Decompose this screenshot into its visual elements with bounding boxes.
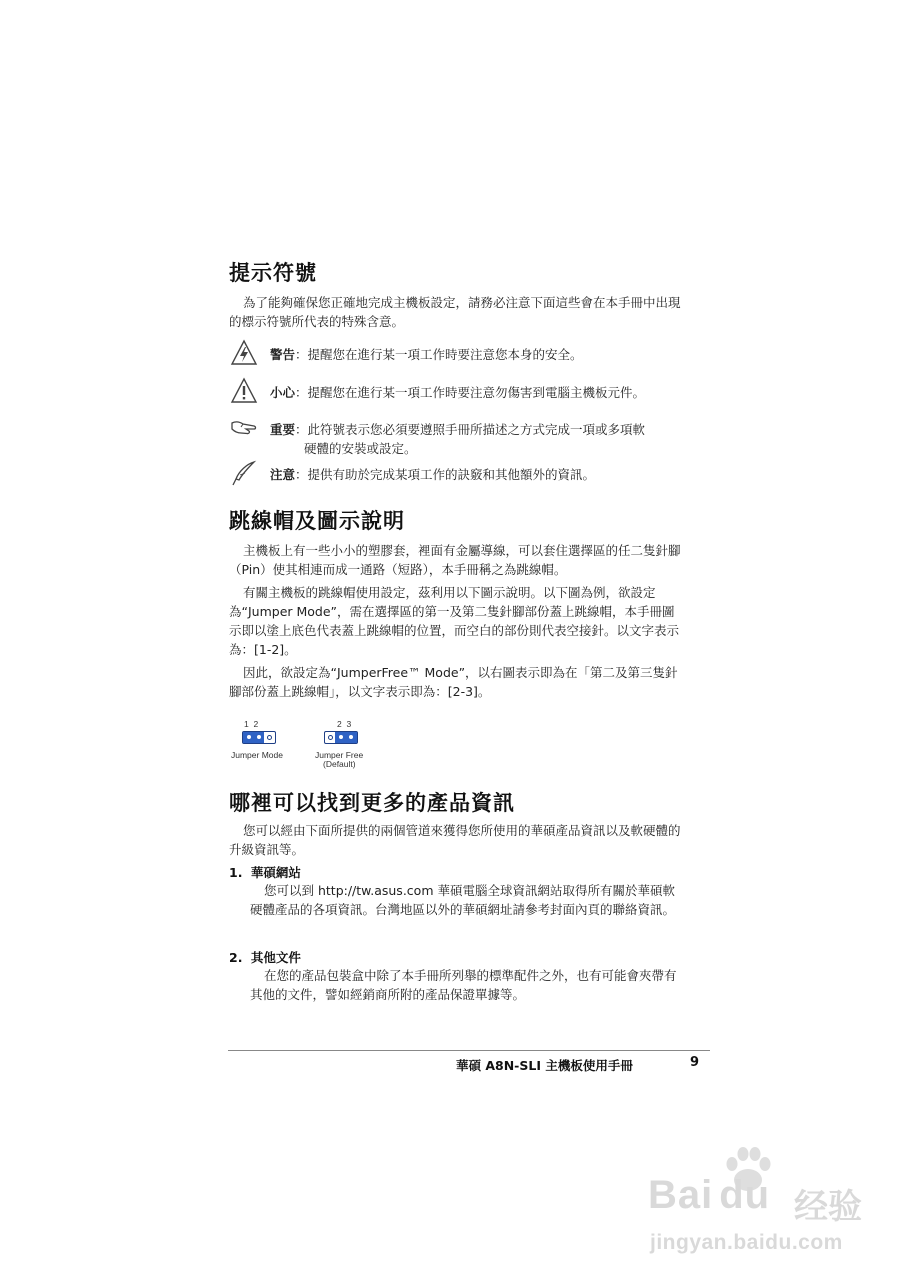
- pen-note-icon: [230, 459, 258, 487]
- jumpers-paragraph-2: 有關主機板的跳線帽使用設定，茲利用以下圖示說明。以下圖為例，欲設定為“Jumper Mode”，需在選擇區的第一及第二隻針腳部份蓋上跳線帽，本手冊圖示即以塗上底色代表蓋上跳線帽的位置，而空白的部份則代表空接針。以文字表示為：[1-2]。: [229, 585, 680, 657]
- jumpers-paragraph-1: 主機板上有一些小小的塑膠套，裡面有金屬導線，可以套住選擇區的任二隻針腳（Pin）使其相連而成一通路（短路），本手冊稱之為跳線帽。: [229, 543, 681, 577]
- pin-2: [339, 735, 343, 739]
- section-title-more-info: 哪裡可以找到更多的產品資訊: [229, 791, 515, 815]
- list-title: 華碩網站: [250, 865, 301, 880]
- note-text-cont: 硬體的安裝或設定。: [304, 441, 417, 456]
- more-info-intro: 您可以經由下面所提供的兩個管道來獲得您所使用的華碩產品資訊以及軟硬體的升級資訊等。: [229, 823, 681, 857]
- watermark-brand-cn: 经验: [794, 1188, 862, 1226]
- jumper-mode-pin-numbers: 1 2: [244, 719, 259, 729]
- pin-1: [328, 735, 333, 740]
- jumper-free-caption: Jumper Free: [315, 750, 364, 760]
- note-text: ：提醒您在進行某一項工作時要注意您本身的安全。: [295, 347, 583, 362]
- list-item-1-heading: [229, 863, 301, 881]
- pin-2: [257, 735, 261, 739]
- jumper-free-default: (Default): [323, 759, 356, 769]
- baidu-watermark: [648, 1165, 898, 1275]
- footer-title: 華碩 A8N-SLI 主機板使用手冊: [456, 1058, 633, 1073]
- note-label: 小心: [270, 385, 296, 400]
- pin-3: [267, 735, 272, 740]
- note-text: ：提供有助於完成某項工作的訣竅和其他額外的資訊。: [295, 467, 596, 482]
- list-num: 2.: [229, 950, 243, 965]
- note-label: 重要: [270, 422, 296, 437]
- footer-divider: [228, 1050, 710, 1051]
- caution-exclamation-icon: [230, 377, 258, 405]
- list-title: 其他文件: [250, 950, 301, 965]
- section-title-symbols: 提示符號: [229, 261, 317, 285]
- watermark-url: jingyan.baidu.com: [650, 1231, 843, 1254]
- watermark-brand-right: du: [719, 1173, 771, 1217]
- section-title-jumpers: 跳線帽及圖示說明: [229, 509, 405, 533]
- pin-1: [247, 735, 251, 739]
- note-text: ：提醒您在進行某一項工作時要注意勿傷害到電腦主機板元件。: [295, 385, 646, 400]
- jumper-mode-header: [242, 731, 276, 744]
- jumper-mode-caption: Jumper Mode: [231, 750, 283, 760]
- note-label: 警告: [270, 347, 296, 362]
- watermark-brand-left: Bai: [648, 1173, 714, 1217]
- list-item-1-body: 您可以到 http://tw.asus.com 華碩電腦全球資訊網站取得所有關於華碩軟硬體產品的各項資訊。台灣地區以外的華碩網址請參考封面內頁的聯絡資訊。: [250, 883, 676, 917]
- pin-3: [349, 735, 353, 739]
- page-number: 9: [690, 1055, 700, 1070]
- symbols-intro: 為了能夠確保您正確地完成主機板設定，請務必注意下面這些會在本手冊中出現的標示符號所代表的特殊含意。: [229, 295, 681, 329]
- list-item-2-heading: [229, 948, 301, 966]
- jumpers-paragraph-3: 因此，欲設定為“JumperFree™ Mode”，以右圖表示即為在「第二及第三隻針腳部份蓋上跳線帽」，以文字表示即為：[2-3]。: [229, 665, 678, 699]
- jumper-free-header: [324, 731, 358, 744]
- note-text: ：此符號表示您必須要遵照手冊所描述之方式完成一項或多項軟: [295, 422, 646, 437]
- note-label: 注意: [270, 467, 296, 482]
- list-num: 1.: [229, 865, 243, 880]
- jumper-free-pin-numbers: 2 3: [337, 719, 352, 729]
- lightning-warning-icon: [230, 339, 258, 367]
- pointing-hand-icon: [230, 414, 258, 442]
- list-item-2-body: 在您的產品包裝盒中除了本手冊所列舉的標準配件之外，也有可能會夾帶有其他的文件，譬如經銷商所附的產品保證單據等。: [250, 968, 677, 1002]
